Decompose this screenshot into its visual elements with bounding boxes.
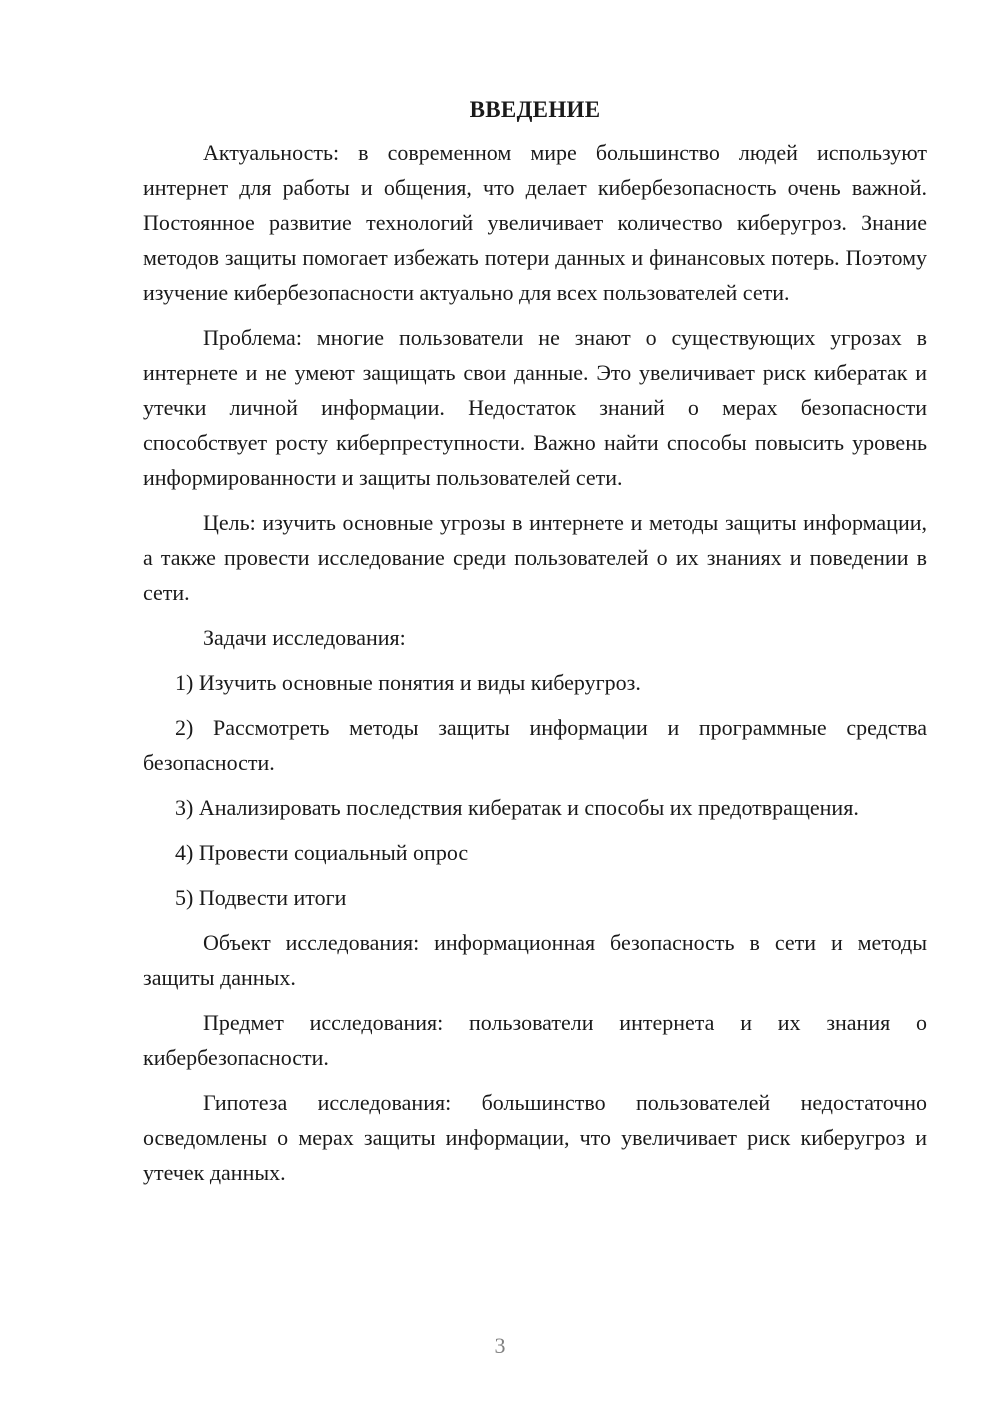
paragraph-problem: Проблема: многие пользователи не знают о существующих угрозах в интернете и не умеют защищать свои данные. Это увеличивает риск кибератак и утечки личной информации. Недостаток знаний о мерах безопасности способствует росту киберпреступности. Важно найти способы повысить уровень информированности и защиты пользователей сети. bbox=[143, 325, 927, 490]
paragraph-object: Объект исследования: информационная безопасность в сети и методы защиты данных. bbox=[143, 930, 927, 990]
task-item-5: 5) Подвести итоги bbox=[175, 885, 347, 910]
task-item-3: 3) Анализировать последствия кибератак и способы их предотвращения. bbox=[175, 795, 859, 820]
task-item-4: 4) Провести социальный опрос bbox=[175, 840, 469, 865]
paragraph-hypothesis: Гипотеза исследования: большинство пользователей недостаточно осведомлены о мерах защиты информации, что увеличивает риск киберугроз и утечек данных. bbox=[143, 1090, 927, 1185]
page-number: 3 bbox=[494, 1333, 506, 1358]
document-page bbox=[143, 92, 927, 1200]
paragraph-goal: Цель: изучить основные угрозы в интернете и методы защиты информации, а также провести исследование среди пользователей о их знаниях и поведении в сети. bbox=[143, 510, 927, 605]
task-item-1: 1) Изучить основные понятия и виды киберугроз. bbox=[175, 670, 641, 695]
task-item-2: 2) Рассмотреть методы защиты информации и программные средства безопасности. bbox=[143, 715, 927, 775]
page-title: ВВЕДЕНИЕ bbox=[469, 97, 601, 122]
paragraph-relevance: Актуальность: в современном мире большинство людей используют интернет для работы и общения, что делает кибербезопасность очень важной. Постоянное развитие технологий увеличивает количество киберугроз. Знание методов защиты помогает избежать потери данных и финансовых потерь. Поэтому изучение кибербезопасности актуально для всех пользователей сети. bbox=[143, 140, 927, 305]
paragraph-subject: Предмет исследования: пользователи интернета и их знания о кибербезопасности. bbox=[143, 1010, 927, 1070]
tasks-heading: Задачи исследования: bbox=[203, 625, 406, 650]
